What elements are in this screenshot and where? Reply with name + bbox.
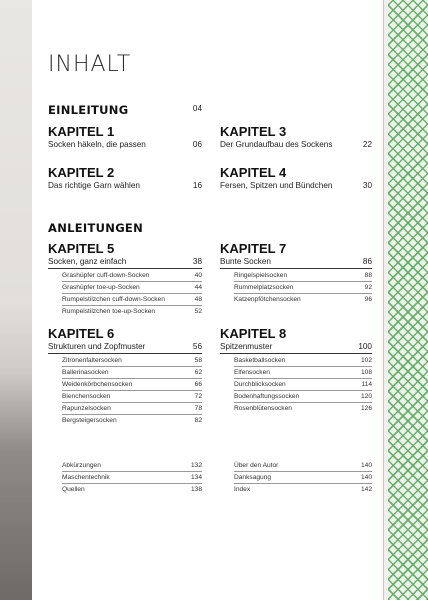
- toc-entry-page: 66: [194, 381, 202, 388]
- toc-entry-page: 126: [360, 405, 372, 412]
- toc-entry-page: 96: [364, 296, 372, 303]
- toc-entry-page: 58: [194, 357, 202, 364]
- chapter-8-subtitle: Spitzenmuster: [220, 342, 273, 351]
- chapter-4-title: KAPITEL 4: [220, 165, 287, 180]
- toc-entry-page: 48: [194, 296, 202, 303]
- appendix-entry-page: 142: [360, 486, 372, 493]
- toc-rule: [62, 414, 202, 415]
- chapter-1-title: KAPITEL 1: [48, 124, 115, 139]
- toc-rule: [234, 366, 372, 367]
- toc-entry-page: 120: [360, 393, 372, 400]
- toc-rule: [234, 281, 372, 282]
- chapter-2-subtitle: Das richtige Garn wählen: [48, 181, 140, 190]
- toc-entry-page: 88: [364, 272, 372, 279]
- chapter-2-title: KAPITEL 2: [48, 165, 115, 180]
- toc-rule: [62, 471, 202, 472]
- toc-entry: Rummelplatzsocken: [234, 284, 294, 291]
- appendix-entry: Über den Autor: [234, 462, 279, 469]
- toc-entry: Ballerinasocken: [62, 369, 109, 376]
- chapter-7-subtitle: Bunte Socken: [220, 257, 271, 266]
- toc-entry: Durchblicksocken: [234, 381, 286, 388]
- chapter-6-title: KAPITEL 6: [48, 326, 115, 341]
- toc-entry-page: 102: [360, 357, 372, 364]
- toc-rule: [62, 483, 202, 484]
- toc-entry: Grashüpfer cuff-down-Socken: [62, 272, 150, 279]
- chapter-5-page: 38: [192, 257, 202, 266]
- appendix-entry: Index: [234, 486, 251, 493]
- toc-entry-page: 108: [360, 369, 372, 376]
- toc-entry: Bienchensocken: [62, 393, 111, 400]
- toc-entry-page: 114: [361, 381, 372, 388]
- chapter-5-rule: [48, 268, 202, 269]
- book-page-edge: [384, 0, 388, 600]
- toc-entry-page: 44: [194, 284, 202, 291]
- toc-rule: [62, 378, 202, 379]
- appendix-entry: Quellen: [62, 486, 85, 493]
- toc-entry: Bergsteigersocken: [62, 417, 117, 424]
- appendix-entry-page: 140: [360, 474, 372, 481]
- appendix-entry: Maschentechnik: [62, 474, 110, 481]
- toc-entry-page: 52: [194, 308, 202, 315]
- page-title: INHALT: [48, 52, 132, 77]
- chapter-2-page: 16: [192, 181, 202, 190]
- toc-entry-page: 92: [364, 284, 372, 291]
- toc-rule: [62, 293, 202, 294]
- toc-entry-page: 78: [194, 405, 202, 412]
- chapter-4-page: 30: [362, 181, 372, 190]
- chapter-6-subtitle: Strukturen und Zopfmuster: [48, 342, 146, 351]
- toc-rule: [234, 293, 372, 294]
- appendix-entry-page: 140: [360, 462, 372, 469]
- chapter-6-page: 56: [192, 342, 202, 351]
- background-pattern-right: [388, 0, 428, 600]
- chapter-7-title: KAPITEL 7: [220, 241, 287, 256]
- toc-rule: [62, 366, 202, 367]
- toc-rule: [62, 390, 202, 391]
- chapter-8-page: 100: [358, 342, 372, 351]
- toc-entry: Basketballsocken: [234, 357, 286, 364]
- toc-rule: [234, 402, 372, 403]
- toc-entry-page: 62: [194, 369, 202, 376]
- appendix-entry-page: 134: [190, 474, 202, 481]
- chapter-5-subtitle: Socken, ganz einfach: [48, 257, 127, 266]
- toc-entry: Katzenpfötchensocken: [234, 296, 301, 303]
- section-page-einleitung: 04: [192, 104, 202, 113]
- toc-entry: Rosenblütensocken: [234, 405, 292, 412]
- toc-entry: Ringelspielsocken: [234, 272, 288, 279]
- toc-rule: [234, 471, 372, 472]
- toc-entry: Zitronenfaltersocken: [62, 357, 122, 364]
- toc-entry-page: 82: [194, 417, 202, 424]
- toc-rule: [62, 305, 202, 306]
- chapter-7-rule: [220, 268, 372, 269]
- toc-entry: Bodenhaftungssocken: [234, 393, 300, 400]
- toc-entry-page: 40: [194, 272, 202, 279]
- appendix-entry-page: 132: [190, 462, 202, 469]
- chapter-8-rule: [220, 353, 372, 354]
- chapter-7-page: 86: [362, 257, 372, 266]
- toc-rule: [234, 390, 372, 391]
- toc-rule: [234, 483, 372, 484]
- toc-entry: Rumpelstilzchen cuff-down-Socken: [62, 296, 165, 303]
- toc-entry: Elfensocken: [234, 369, 270, 376]
- toc-rule: [62, 281, 202, 282]
- appendix-entry: Danksagung: [234, 474, 272, 481]
- section-heading-anleitungen: ANLEITUNGEN: [48, 221, 144, 235]
- toc-rule: [234, 378, 372, 379]
- toc-page: [32, 0, 384, 600]
- chapter-3-page: 22: [362, 140, 372, 149]
- toc-entry: Grashüpfer toe-up-Socken: [62, 284, 140, 291]
- toc-entry-page: 72: [194, 393, 202, 400]
- chapter-3-title: KAPITEL 3: [220, 124, 287, 139]
- chapter-6-rule: [48, 353, 202, 354]
- background-photo-left: [0, 0, 32, 600]
- chapter-3-subtitle: Der Grundaufbau des Sockens: [220, 140, 333, 149]
- toc-entry: Weidenkörbchensocken: [62, 381, 133, 388]
- toc-rule: [62, 402, 202, 403]
- chapter-1-page: 06: [192, 140, 202, 149]
- chapter-1-subtitle: Socken häkeln, die passen: [48, 140, 146, 149]
- appendix-entry-page: 138: [190, 486, 202, 493]
- appendix-entry: Abkürzungen: [62, 462, 101, 469]
- section-heading-einleitung: EINLEITUNG: [48, 103, 129, 117]
- toc-entry: Rumpelstilzchen toe-up-Socken: [62, 308, 156, 315]
- chapter-5-title: KAPITEL 5: [48, 241, 115, 256]
- chapter-8-title: KAPITEL 8: [220, 326, 287, 341]
- chapter-4-subtitle: Fersen, Spitzen und Bündchen: [220, 181, 333, 190]
- toc-entry: Rapunzelsocken: [62, 405, 111, 412]
